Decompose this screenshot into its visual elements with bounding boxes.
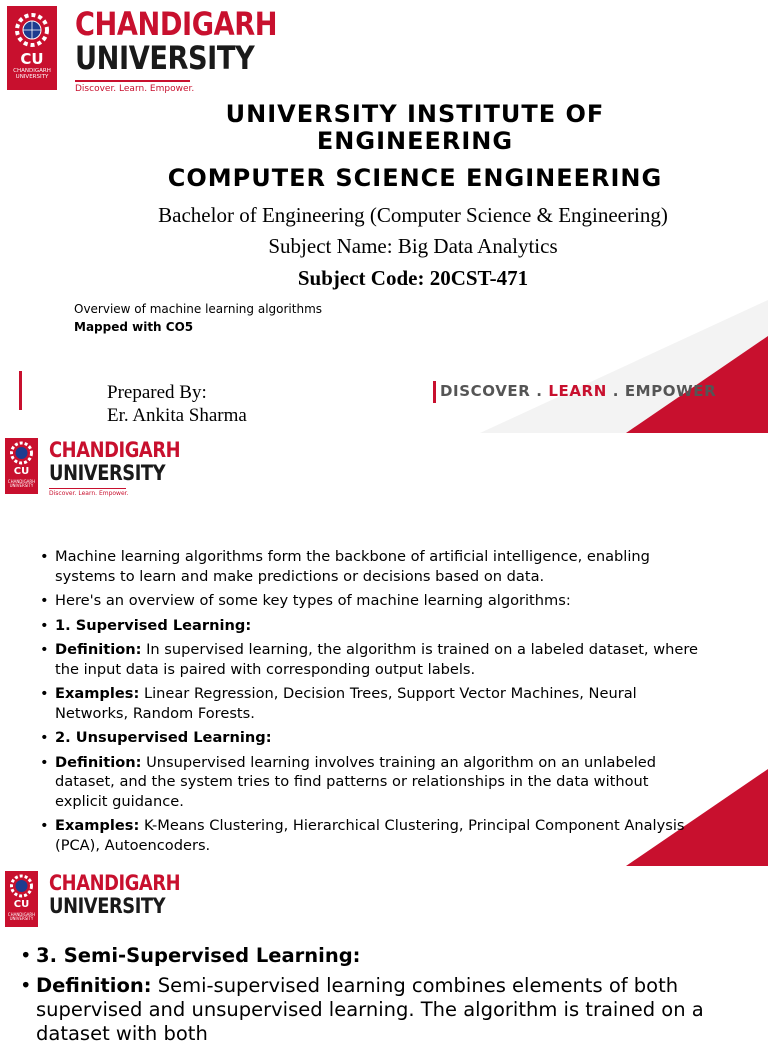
emblem-caption xyxy=(7,69,57,81)
prepared-accent-bar xyxy=(19,371,22,410)
emblem-letters: CU xyxy=(13,466,30,477)
mapped-line: Mapped with CO5 xyxy=(74,320,194,334)
term-text: Semi-supervised learning combines elements of both supervised and unsupervised learning. The algorithm is trained on a dataset with both xyxy=(36,974,704,1045)
motto-discover: DISCOVER . xyxy=(440,382,549,400)
wordmark-line1: CHANDIGARH xyxy=(49,871,181,895)
wordmark-line2: UNIVERSITY xyxy=(75,39,255,77)
wordmark-line1: CHANDIGARH xyxy=(75,5,278,43)
list-item xyxy=(40,684,700,723)
term-text: Linear Regression, Decision Trees, Support Vector Machines, Neural Networks, Random Forests. xyxy=(55,685,637,722)
content-slide-1 xyxy=(0,433,768,866)
motto-accent-bar xyxy=(433,381,436,403)
university-logo xyxy=(5,871,203,927)
subject-code: Subject Code: 20CST-471 xyxy=(297,266,529,290)
emblem-caption-line1: CHANDIGARH xyxy=(13,68,51,74)
emblem-caption-line1: CHANDIGARH xyxy=(7,912,36,917)
term-label: Examples: xyxy=(55,817,140,834)
list-item xyxy=(40,753,700,812)
section-heading: 1. Supervised Learning: xyxy=(55,616,252,634)
department-heading: COMPUTER SCIENCE ENGINEERING xyxy=(167,164,663,192)
section-heading: 3. Semi-Supervised Learning: xyxy=(36,944,361,967)
logo-wordmark xyxy=(75,5,313,94)
emblem-letters: CU xyxy=(20,50,44,68)
term-text: Unsupervised learning involves training an algorithm on an unlabeled dataset, and the system tries to find patterns or relationships in the data without explicit guidance. xyxy=(55,753,657,810)
logo-tagline: Discover. Learn. Empower. xyxy=(49,490,129,497)
list-item xyxy=(40,640,700,679)
list-item xyxy=(20,944,760,968)
term-label: Examples: xyxy=(55,685,140,702)
term-text: In supervised learning, the algorithm is trained on a labeled dataset, where the input data is paired with corresponding output labels. xyxy=(55,641,699,678)
logo-tagline: Discover. Learn. Empower. xyxy=(75,83,195,94)
cu-emblem xyxy=(5,438,38,494)
motto xyxy=(440,382,716,400)
list-item xyxy=(40,816,700,855)
list-item xyxy=(20,974,760,1046)
term-label: Definition: xyxy=(36,974,152,997)
bullet-list xyxy=(40,547,700,860)
wordmark-line2: UNIVERSITY xyxy=(49,461,166,485)
list-item: • Machine learning algorithms form the backbone of artificial intelligence, enabling systems to learn and make predictions or decisions based on data. xyxy=(40,547,700,586)
prepared-label: Prepared By: xyxy=(107,382,207,403)
term-text: K-Means Clustering, Hierarchical Clustering, Principal Component Analysis (PCA), Autoencoders. xyxy=(55,817,685,854)
content-slide-2 xyxy=(0,866,768,1045)
emblem-caption-line2: UNIVERSITY xyxy=(15,73,49,80)
logo-rule xyxy=(75,80,190,82)
degree-line: Bachelor of Engineering (Computer Science & Engineering) xyxy=(158,203,668,227)
motto-learn: LEARN xyxy=(548,382,607,400)
subject-name: Subject Name: Big Data Analytics xyxy=(268,234,558,258)
cu-emblem xyxy=(5,871,38,927)
list-item xyxy=(40,728,700,748)
bullet-list xyxy=(20,944,760,1052)
topic-line: Overview of machine learning algorithms xyxy=(74,302,323,316)
title-slide xyxy=(0,0,768,433)
emblem-caption-line1: CHANDIGARH xyxy=(7,479,36,484)
university-logo xyxy=(7,6,313,94)
prepared-by xyxy=(107,381,247,427)
emblem-caption xyxy=(5,480,38,488)
list-item xyxy=(40,616,700,636)
wordmark-line1: CHANDIGARH xyxy=(49,438,181,462)
cu-emblem xyxy=(7,6,57,90)
term-label: Definition: xyxy=(55,753,142,771)
university-logo xyxy=(5,438,203,497)
institute-heading: UNIVERSITY INSTITUTE OF ENGINEERING xyxy=(225,100,605,155)
logo-wordmark xyxy=(49,440,203,497)
emblem-caption-line2: UNIVERSITY xyxy=(9,916,34,922)
emblem-caption-line2: UNIVERSITY xyxy=(9,483,34,489)
logo-wordmark xyxy=(49,873,203,917)
prepared-name: Er. Ankita Sharma xyxy=(107,405,247,426)
emblem-caption xyxy=(5,913,38,921)
wordmark-line2: UNIVERSITY xyxy=(49,894,166,918)
emblem-letters: CU xyxy=(13,899,30,910)
term-label: Definition: xyxy=(55,641,142,658)
section-heading: 2. Unsupervised Learning: xyxy=(55,729,272,746)
motto-empower: . EMPOWER xyxy=(606,382,717,400)
list-item: • Here's an overview of some key types of machine learning algorithms: xyxy=(40,591,700,611)
logo-rule xyxy=(49,488,126,489)
